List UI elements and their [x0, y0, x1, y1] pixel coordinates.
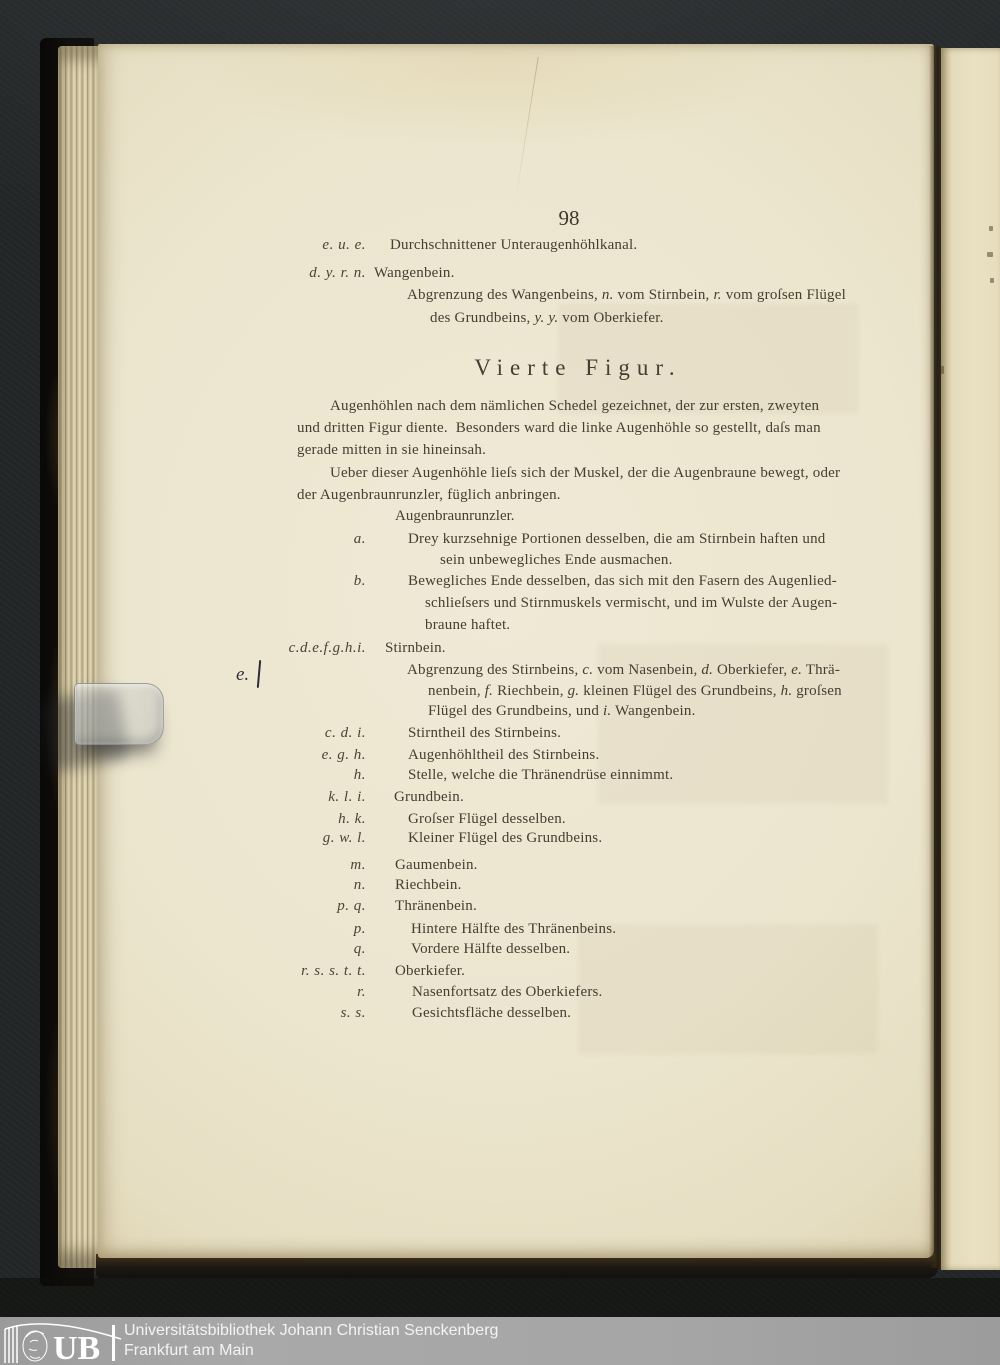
legend-text: Augenhöhltheil des Stirnbeins. — [408, 747, 600, 763]
legend-row — [98, 531, 934, 553]
legend-label: c.d.e.f.g.h.i. — [288, 640, 366, 656]
legend-label: c. d. i. — [324, 725, 366, 741]
legend-label: n. — [353, 877, 366, 893]
legend-label: r. s. s. t. t. — [301, 963, 366, 979]
legend-text: Bewegliches Ende desselben, das sich mit den Fasern des Augenlied- — [408, 573, 837, 589]
legend-text: Stelle, welche die Thränendrüse einnimmt. — [408, 767, 674, 783]
legend-label: h. — [353, 767, 366, 783]
margin-annotation-letter: e. — [236, 664, 250, 685]
legend-text: nenbein, f. Riechbein, g. kleinen Flügel des Grundbeins, h. groſsen — [428, 683, 842, 699]
legend-label: d. y. r. n. — [309, 265, 366, 281]
legend-row — [98, 595, 934, 617]
legend-text: Abgrenzung des Stirnbeins, c. vom Nasenbein, d. Oberkiefer, e. Thrä- — [407, 662, 841, 678]
legend-row — [98, 1005, 934, 1027]
section-title: Augenbraunrunzler. — [395, 508, 515, 524]
legend-row — [98, 237, 934, 259]
legend-text: braune haftet. — [425, 617, 511, 633]
legend-row — [98, 747, 934, 769]
facing-page-ink-mark — [989, 226, 993, 231]
legend-row — [98, 287, 934, 309]
legend-row — [98, 789, 934, 811]
legend-row — [98, 683, 934, 705]
legend-text: des Grundbeins, y. y. vom Oberkiefer. — [430, 310, 664, 326]
paragraph-line: Augenhöhlen nach dem nämlichen Schedel gezeichnet, der zur ersten, zweyten — [330, 398, 820, 414]
facing-page-ink-mark — [990, 278, 994, 283]
legend-row — [98, 662, 934, 684]
legend-text: Wangenbein. — [374, 265, 455, 281]
legend-text: Stirnbein. — [385, 640, 446, 656]
legend-text: Vordere Hälfte desselben. — [411, 941, 571, 957]
legend-label: r. — [357, 984, 366, 1000]
legend-label: e. u. e. — [322, 237, 366, 253]
library-footer-bar — [0, 1317, 1000, 1365]
legend-row — [98, 830, 934, 852]
legend-row — [98, 725, 934, 747]
legend-row — [98, 617, 934, 639]
legend-text: Kleiner Flügel des Grundbeins. — [408, 830, 603, 846]
legend-text: Riechbein. — [395, 877, 462, 893]
legend-label: p. q. — [337, 898, 366, 914]
legend-text: Stirntheil des Stirnbeins. — [408, 725, 562, 741]
book-page — [98, 44, 934, 1258]
legend-row — [98, 877, 934, 899]
legend-text: Gaumenbein. — [395, 857, 478, 873]
legend-row — [98, 265, 934, 287]
library-name-line1: Universitätsbibliothek Johann Christian Senckenberg — [124, 1322, 499, 1339]
legend-text: Oberkiefer. — [395, 963, 466, 979]
legend-text: Flügel des Grundbeins, und i. Wangenbein. — [428, 703, 696, 719]
legend-text: Hintere Hälfte des Thränenbeins. — [411, 921, 617, 937]
legend-label: m. — [350, 857, 366, 873]
legend-label: b. — [353, 573, 366, 589]
legend-text: Drey kurzsehnige Portionen desselben, die am Stirnbein haften und — [408, 531, 826, 547]
legend-row — [98, 857, 934, 879]
legend-row — [98, 552, 934, 574]
legend-text: Groſser Flügel desselben. — [408, 811, 566, 827]
legend-row — [98, 921, 934, 943]
legend-label: q. — [353, 941, 366, 957]
legend-row — [98, 310, 934, 332]
library-name-line2: Frankfurt am Main — [124, 1342, 254, 1359]
paragraph-line: Ueber dieser Augenhöhle lieſs sich der Muskel, der die Augenbraune bewegt, oder — [330, 465, 841, 481]
figure-heading: Vierte Figur. — [474, 355, 682, 380]
page-number: 98 — [558, 206, 580, 230]
facing-page-ink-mark — [941, 366, 944, 374]
legend-row — [98, 984, 934, 1006]
legend-row — [98, 941, 934, 963]
legend-label: s. s. — [340, 1005, 366, 1021]
legend-row — [98, 767, 934, 789]
margin-annotation — [236, 664, 249, 686]
paragraph-line: gerade mitten in sie hineinsah. — [297, 442, 487, 458]
legend-text: Abgrenzung des Wangenbeins, n. vom Stirnbein, r. vom groſsen Flügel — [407, 287, 846, 303]
legend-text: Durchschnittener Unteraugenhöhlkanal. — [390, 237, 638, 253]
legend-text: sein unbewegliches Ende ausmachen. — [440, 552, 673, 568]
legend-row — [98, 640, 934, 662]
legend-label: h. k. — [338, 811, 366, 827]
facing-page-ink-mark — [987, 252, 993, 257]
paragraph-line: der Augenbraunrunzler, füglich anbringen. — [297, 487, 561, 503]
legend-label: k. l. i. — [328, 789, 366, 805]
ub-logo-initials: UB — [53, 1330, 101, 1364]
legend-row — [98, 573, 934, 595]
legend-text: Gesichtsfläche desselben. — [412, 1005, 572, 1021]
legend-text: Nasenfortsatz des Oberkiefers. — [412, 984, 603, 1000]
page-crease — [514, 57, 538, 205]
bookmark-tab — [74, 683, 164, 745]
legend-text: Grundbein. — [394, 789, 464, 805]
ub-logo — [2, 1318, 122, 1365]
legend-row — [98, 963, 934, 985]
ub-logo-graphic — [2, 1318, 122, 1364]
legend-row — [98, 703, 934, 725]
legend-label: g. w. l. — [322, 830, 366, 846]
legend-label: a. — [353, 531, 366, 547]
paragraph-line: und dritten Figur diente. Besonders ward die linke Augenhöhle so gestellt, daſs man — [297, 420, 821, 436]
legend-label: p. — [353, 921, 366, 937]
library-name — [124, 1321, 498, 1361]
facing-page-sliver — [941, 48, 1000, 1270]
legend-text: Thränenbein. — [395, 898, 477, 914]
legend-label: e. g. h. — [321, 747, 366, 763]
legend-text: schlieſsers und Stirnmuskels vermischt, und im Wulste der Augen- — [425, 595, 838, 611]
background-shadow — [0, 1278, 1000, 1317]
legend-row — [98, 898, 934, 920]
